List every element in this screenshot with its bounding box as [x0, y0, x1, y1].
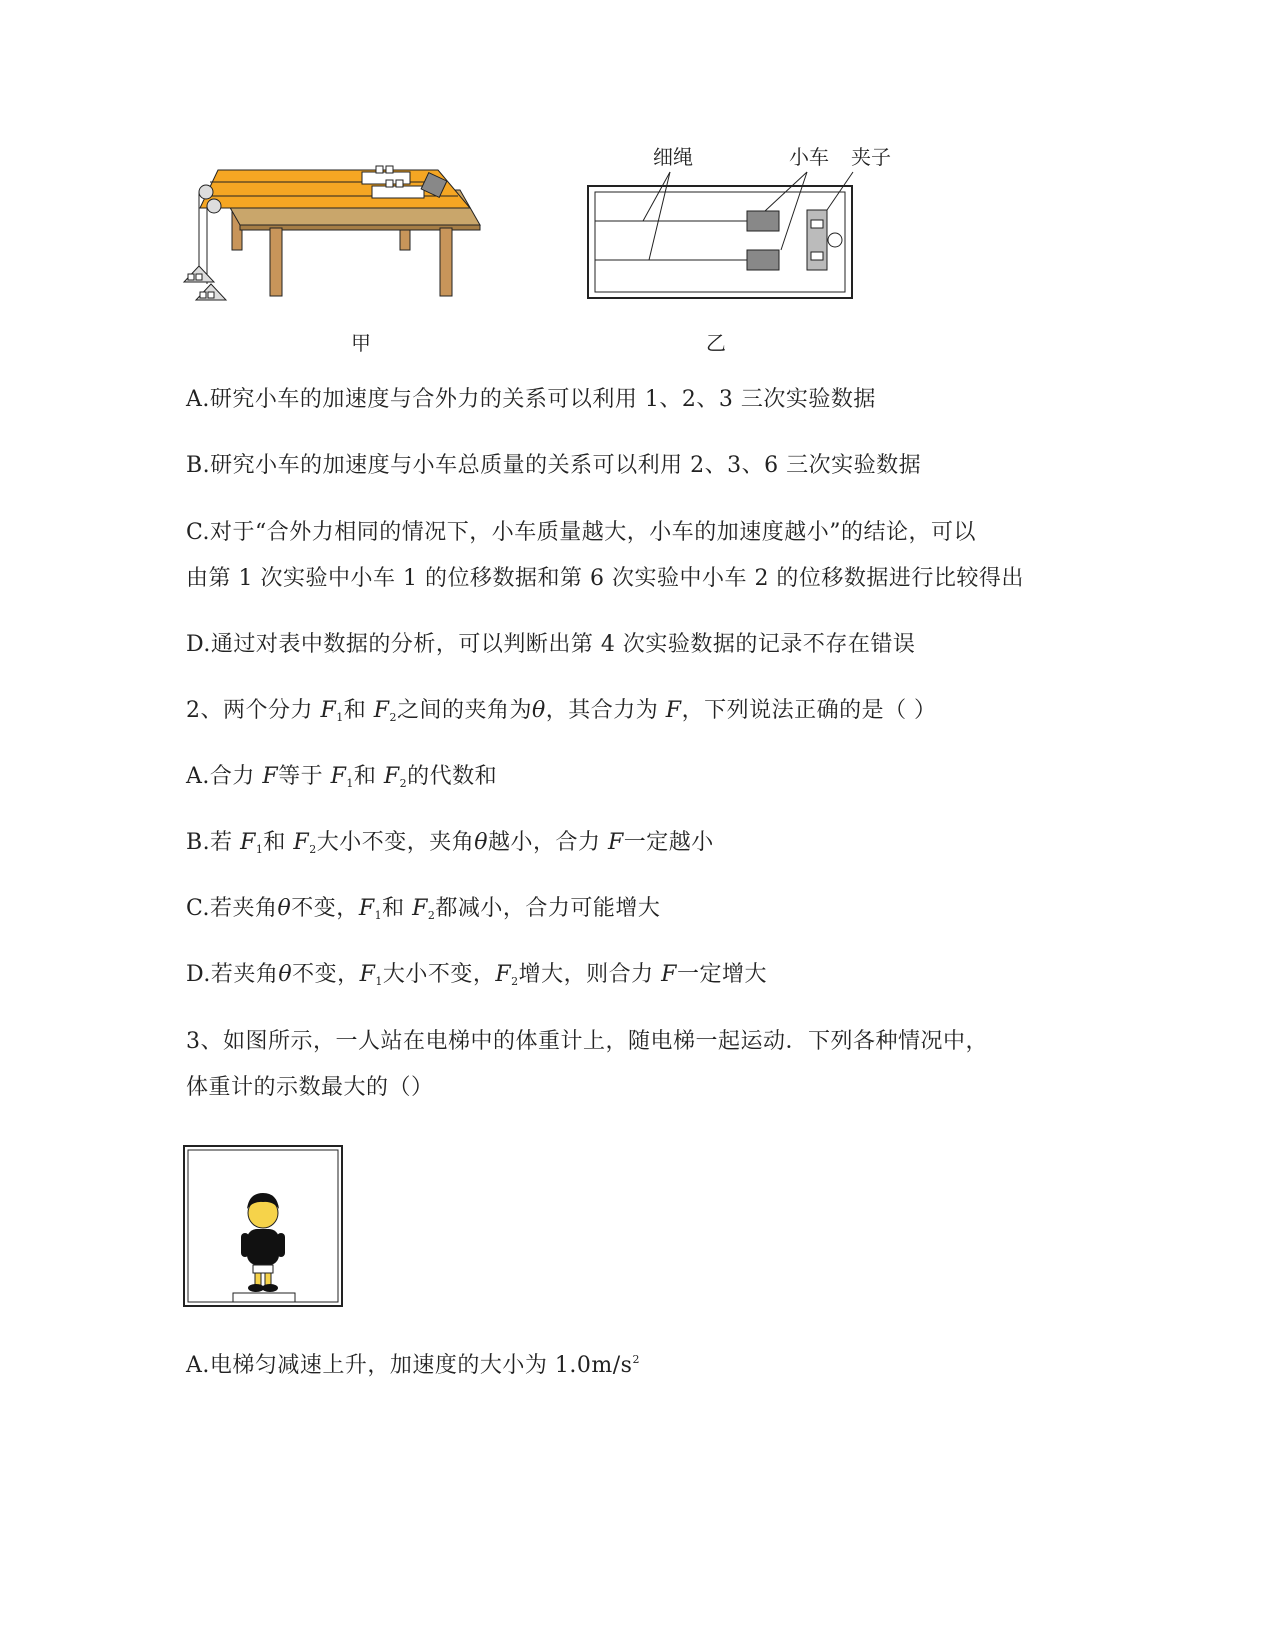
- q1-option-d: D.通过对表中数据的分析，可以判断出第 4 次实验数据的记录不存在错误: [186, 632, 916, 657]
- cart-top-1: [747, 211, 779, 231]
- clip-top: [807, 210, 827, 270]
- q3-stem-line1: 3、如图所示，一人站在电梯中的体重计上，随电梯一起运动．下列各种情况中，: [186, 1029, 988, 1054]
- figure-yi: [585, 140, 891, 305]
- label-rope: 细绳: [653, 145, 693, 169]
- q2-option-d: D.若夹角θ不变，$F_1$大小不变，$F_2$增大，则合力 F一定增大: [186, 962, 767, 988]
- label-clip: 夹子: [851, 145, 891, 169]
- cart-top-2: [747, 250, 779, 270]
- label-cart: 小车: [789, 145, 829, 169]
- q3-stem-line2: 体重计的示数最大的（）: [186, 1075, 434, 1100]
- q1-option-b: B.研究小车的加速度与小车总质量的关系可以利用 2、3、6 三次实验数据: [186, 453, 922, 478]
- q2-option-c: C.若夹角θ不变，$F_1$和 $F_2$都减小，合力可能增大: [186, 896, 661, 922]
- q2-option-b: B.若 $F_1$和 $F_2$大小不变，夹角θ越小，合力 F一定越小: [186, 830, 714, 856]
- q2-option-a: A.合力 F等于 $F_1$和 $F_2$的代数和: [186, 764, 498, 790]
- q1-option-a: A.研究小车的加速度与合外力的关系可以利用 1、2、3 三次实验数据: [186, 387, 876, 412]
- cart-2: [372, 186, 424, 198]
- figure-yi-caption: 乙: [706, 331, 726, 355]
- q1-option-c-line1: C.对于“合外力相同的情况下，小车质量越大，小车的加速度越小”的结论，可以: [186, 520, 977, 545]
- figure-jia: [180, 150, 490, 310]
- scale: [233, 1293, 295, 1302]
- q3-option-a: A.电梯匀减速上升，加速度的大小为 $1.0m/s^2$: [186, 1353, 640, 1378]
- q1-option-c-line2: 由第 1 次实验中小车 1 的位移数据和第 6 次实验中小车 2 的位移数据进行比较得出: [186, 566, 1024, 591]
- figure-jia-caption: 甲: [351, 331, 371, 355]
- figure-elevator: [183, 1145, 345, 1309]
- q2-stem: 2、两个分力 $F_1$和 $F_2$之间的夹角为θ，其合力为 F，下列说法正确的是（ ）: [186, 698, 937, 724]
